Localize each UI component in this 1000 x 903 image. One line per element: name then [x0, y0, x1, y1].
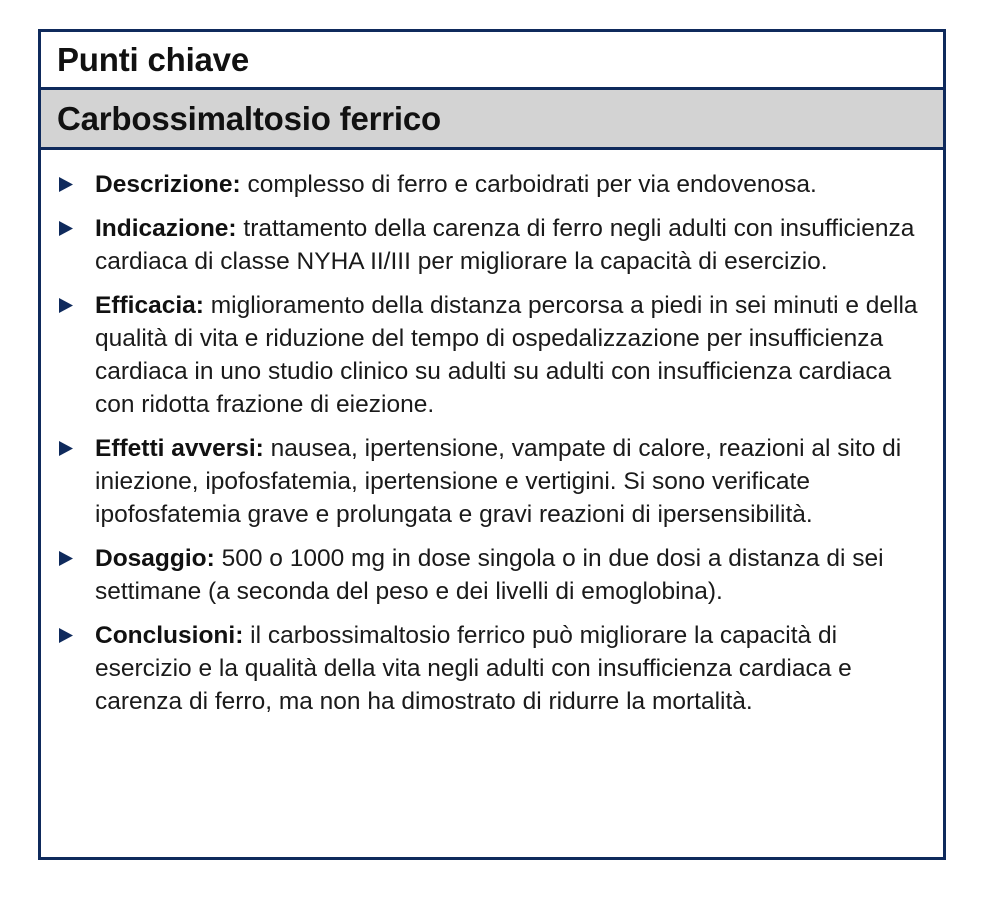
- list-item-text: [95, 168, 817, 201]
- list-item-descrizione: [57, 168, 923, 201]
- list-item-indicazione: [57, 212, 923, 278]
- list-item-text: [95, 212, 923, 278]
- triangle-bullet-icon: [57, 289, 95, 313]
- item-label: Indicazione:: [95, 215, 237, 242]
- list-item-efficacia: [57, 289, 923, 421]
- list-item-conclusioni: [57, 619, 923, 718]
- item-label: Conclusioni:: [95, 622, 244, 649]
- box-title: Punti chiave: [57, 40, 249, 78]
- item-body: il carbossimaltosio ferrico può migliorare la capacità di esercizio e la qualità della vita negli adulti con insufficienza cardiaca e carenza di ferro, ma non ha dimostrato di ridurre la mortalità.: [95, 622, 852, 715]
- item-body: miglioramento della distanza percorsa a piedi in sei minuti e della qualità di vita e riduzione del tempo di ospedalizzazione per insufficienza cardiaca in uno studio clinico su adulti su adulti con insufficienza cardiaca con ridotta frazione di eiezione.: [95, 292, 918, 418]
- list-item-text: [95, 432, 923, 531]
- triangle-bullet-icon: [57, 168, 95, 192]
- list-item-effetti-avversi: [57, 432, 923, 531]
- triangle-bullet-icon: [57, 619, 95, 643]
- item-label: Dosaggio:: [95, 545, 215, 572]
- drug-name-heading: Carbossimaltosio ferrico: [57, 99, 441, 137]
- item-body: nausea, ipertensione, vampate di calore, reazioni al sito di iniezione, ipofosfatemia, ipertensione e vertigini. Si sono verificate ipofosfatemia grave e prolungata e gravi reazioni di ipersensibilità.: [95, 435, 902, 528]
- item-body: trattamento della carenza di ferro negli adulti con insufficienza cardiaca di classe NYHA II/III per migliorare la capacità di esercizio.: [95, 215, 915, 275]
- item-label: Effetti avversi:: [95, 435, 264, 462]
- subtitle-row: [41, 90, 943, 150]
- key-points-box: [38, 29, 946, 860]
- key-points-list: [41, 150, 943, 718]
- list-item-text: [95, 289, 923, 421]
- item-body: complesso di ferro e carboidrati per via endovenosa.: [240, 171, 817, 198]
- list-item-text: [95, 619, 923, 718]
- item-label: Efficacia:: [95, 292, 204, 319]
- list-item-dosaggio: [57, 542, 923, 608]
- list-item-text: [95, 542, 923, 608]
- item-label: Descrizione:: [95, 171, 241, 198]
- triangle-bullet-icon: [57, 432, 95, 456]
- triangle-bullet-icon: [57, 212, 95, 236]
- item-body: 500 o 1000 mg in dose singola o in due dosi a distanza di sei settimane (a seconda del peso e dei livelli di emoglobina).: [95, 545, 884, 605]
- title-row: [41, 32, 943, 90]
- triangle-bullet-icon: [57, 542, 95, 566]
